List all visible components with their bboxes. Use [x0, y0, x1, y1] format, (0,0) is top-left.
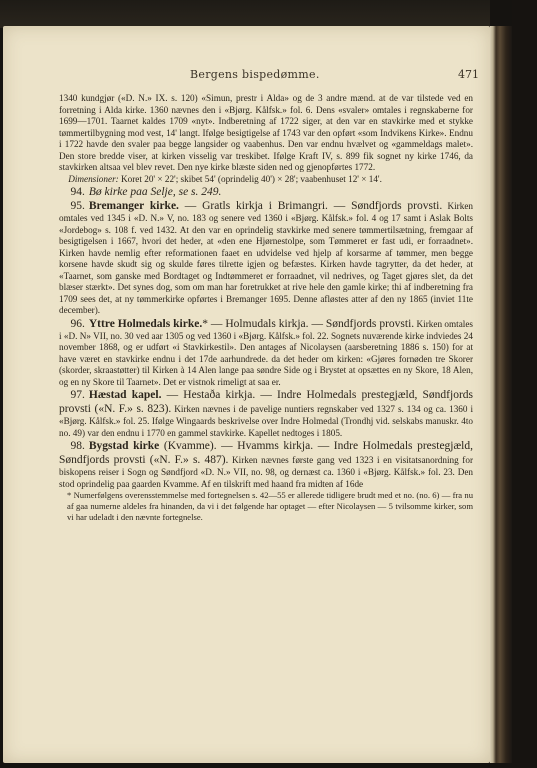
- dimensions-label: Dimensioner:: [68, 173, 119, 184]
- entry-98-name: Bygstad kirke: [88, 440, 160, 452]
- entry-95: [59, 199, 473, 317]
- entry-number: 98.: [70, 440, 85, 452]
- entry-95-name: Bremanger kirke.: [88, 200, 179, 212]
- running-title: Bergens bispedømme.: [190, 68, 320, 81]
- entry-97-name: Hæstad kapel.: [88, 389, 162, 401]
- scan-background-top: [0, 0, 490, 28]
- book-binding: [490, 26, 512, 763]
- entry-95-heading: — Gratls kirkja i Brimangri. — Søndfjords provsti.: [178, 200, 443, 212]
- entry-98-text: Kirken nævnes første gang ved 1323 i en visitatsanordning for biskopens reiser i Sogn og Søndfjord «D. N.» VII, no. 98, og dernæst ca. 1360 i «Bjørg. Kålfsk.» fol. 23. Den stod oprindelig paa gaarden Kvamme. Af en tilskrift med haand fra midten af 16de: [59, 455, 474, 489]
- paragraph-alda: 1340 kundgjør («D. N.» IX. s. 120) «Simun, prestr i Alda» og de 3 andre mænd. at de var tilstede ved en forretning i Alda kirke. 1360 nævnes den i «Bjørg. Kålfsk.» fol. 6. Dens «svaler» omtales i regnskaberne for 1699—1701. Taarnet kaldes 1709 «nyt». Indberetning af 1722 siger, at den var en stavkirke med et stykke tømmertilbygning mod vest, 14' langt. Ifølge besigtigelse af 1743 var den opført «som Indvikens Kirke». Endnu i 1722 havde den svaler paa begge langsider og vaabenhus. Den var endnu hvælvet og «gammeldags malet». Den store bredde viser, at kirken visselig var treskibet. Ifølge Kraft IV, s. 899 fik sognet ny kirke 1746, da stavkirken altsaa vel blev revet. Den nye kirke blæste siden ned og gjenopførtes 1772.: [59, 93, 473, 172]
- entry-96-text: Kirken omtales i «D. N» VII, no. 30 ved aar 1305 og ved 1360 i «Bjørg. Kålfsk.» fol. 22. Sognets nuværende kirke indviedes 24 november 1868, og er udført «i Stavkirkestil». Den antages af Nicolaysen (aarsberetning 1886 s. 150) for at have været en stavkirke endnu i det 17de aarhundrede. da det heder om kirken: «Gjøres fornøden tre Skorer (skorder, skraastøtter) til Kirken à 14 Alen lange paa søndre Side og i Brystet at opsættes en ny Skore, 18 Alen, og en ny Skore til Taarnet». Det er vistnok rimeligt at saa er.: [59, 318, 473, 387]
- entry-number: 95.: [70, 200, 85, 212]
- entry-94-text: Bø kirke paa Selje, se s. 249.: [88, 186, 222, 198]
- entry-97-heading: — Hestaðа kirkja. — Indre Holmedals prestegjæld, Søndfjords provsti («N. F.» s. 823).: [59, 389, 473, 415]
- entry-number: 94.: [70, 186, 85, 198]
- entry-98: [59, 439, 473, 490]
- entry-96-heading: * — Holmudals kirkja. — Søndfjords provsti.: [202, 317, 415, 330]
- entry-96-name: Yttre Holmedals kirke.: [88, 317, 203, 330]
- entry-96: [59, 317, 473, 389]
- entry-number: 96.: [70, 317, 85, 330]
- dimensions-text: Koret 20' × 22'; skibet 54' (oprindelig 40') × 28'; vaabenhuset 12' × 14'.: [118, 173, 382, 184]
- page-body: [59, 93, 473, 523]
- scan-background-right: [512, 0, 537, 768]
- entry-number: 97.: [70, 389, 85, 401]
- entry-98-heading: (Kvamme). — Hvamms kirkja. — Indre Holmedals prestegjæld, Søndfjords provsti («N. F.» s. 487).: [59, 440, 473, 466]
- page-number: 471: [458, 68, 479, 81]
- dimensions-line: [59, 174, 473, 186]
- footnote: * Numerfølgens overensstemmelse med fortegnelsen s. 42—55 er allerede tidligere brudt med et no. (no. 6) — fra nu af gaa numerne aldeles fra hinanden, da vi i det følgende har optaget — efter Nicolaysen — 5 tvilsomme kirker, som vi har udeladt i den nævnte fortegnelse.: [67, 490, 473, 522]
- entry-94: [59, 185, 473, 199]
- entry-97-text: Kirken nævnes i de pavelige nuntiers regnskaber ved 1327 s. 134 og ca. 1360 i «Bjørg. Kålfsk.» fol. 25. Ifølge Wingaards beskrivelse over Indre Holmedal (Trondhj vid. selskabs manuskr. 4to no. 49) var den endnu i 1770 en gammel stavkirke. Kapellet nedtoges i 1805.: [59, 404, 473, 438]
- entry-95-text: Kirken omtales ved 1345 i «D. N.» V, no. 183 og senere ved 1360 i «Bjørg. Kålfsk.» fol. 4 og 17 samt i Aslak Bolts «Jordebog» s. 108 f. ved 1432. At den var en oprindelig stavkirke med senere tømmertilsætning, fremgaar af besigtigelsen i 1667, hvori det heder, at «den ene Hjørnestolpe, som Tømmeret er fast udi, er forraadnet». Kirken havde nemlig efter reformationen faaet en udvidelse ved hjelp af korsarme af tømmer, men begge korsene havde skudt sig og skulde føres tilrette igjen og befæstes. Kirken havde tagrytter, da det heder, at «Taarnet, som ganske med Bordtaget og Indtømmeret er forraadnet, vil nedrives, og Taget gjøres slet, da det blæser stærkt». Det synes dog, som om man har foretrukket at rive hele den gamle kirke; thi af indberetning fra 1709 sees det, at ny tømmerkirke opførtes i Bremanger 1695. Denne afløstes atter af den ny 1865 (inviet 11te december).: [59, 201, 473, 315]
- entry-97: [59, 388, 473, 439]
